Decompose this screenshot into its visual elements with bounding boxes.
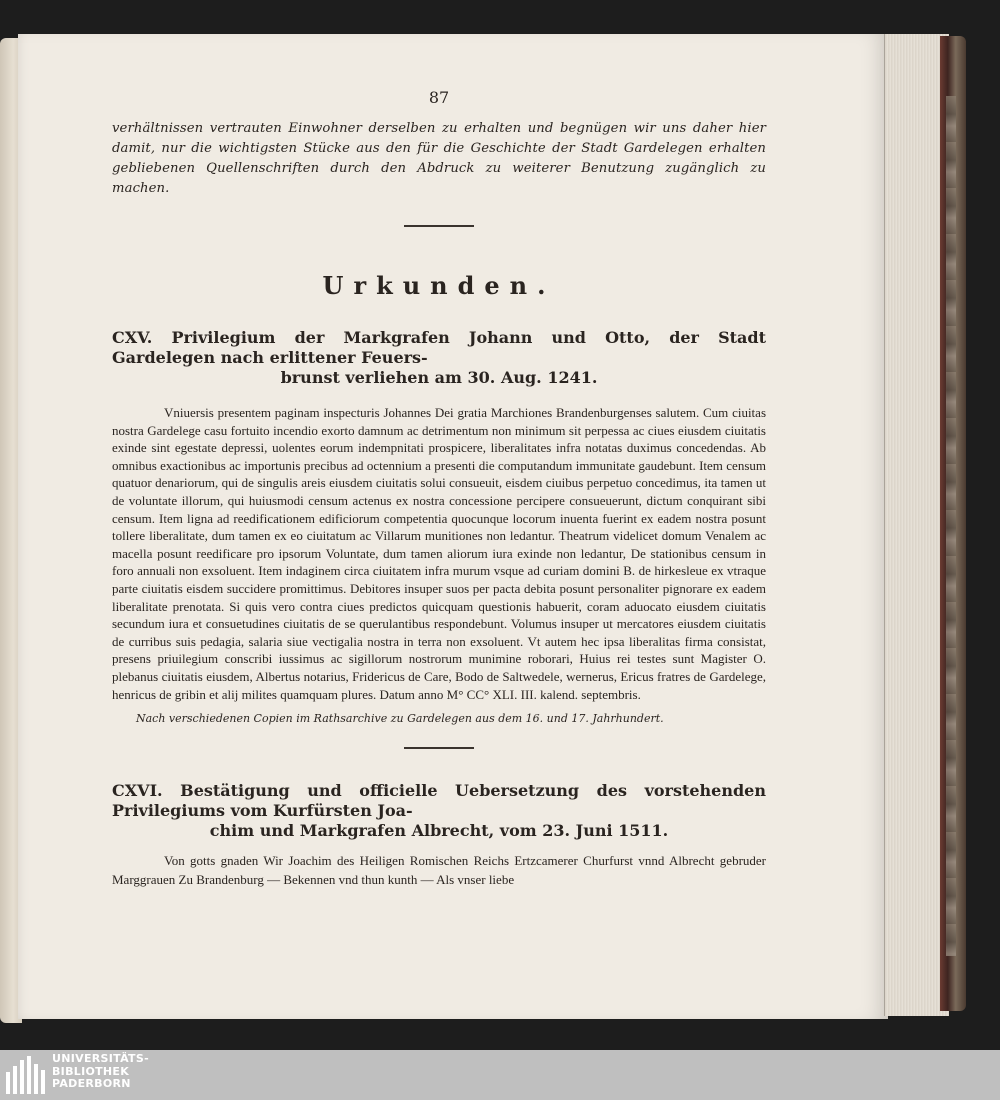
document-title-cxvi-line1: CXVI. Bestätigung und officielle Uebersetzung des vorstehenden Privilegiums vom Kurfürsten Joa- [112,781,766,821]
german-charter-text: Von gotts gnaden Wir Joachim des Heiligen Romischen Reichs Ertzcamerer Churfurst vnnd Albrecht gebruder Marggrauen Zu Brandenburg — Bekennen vnd thun kunth — Als vnser liebe [112,853,766,888]
document-title-cxv [112,328,766,388]
intro-paragraph: verhältnissen vertrauten Einwohner derselben zu erhalten und begnügen wir uns daher hier damit, nur die wichtigsten Stücke aus den für die Geschichte der Stadt Gardelegen erhalten gebliebenen Quellenschriften durch den Abdruck zu weiterer Benutzung zugänglich zu machen. [112,121,766,196]
footer-bar [0,1050,1000,1100]
document-title-cxvi [112,781,766,841]
source-note: Nach verschiedenen Copien im Rathsarchive zu Gardelegen aus dem 16. und 17. Jahrhundert. [136,712,664,726]
document-title-cxv-line2: brunst verliehen am 30. Aug. 1241. [280,368,598,387]
section-divider [404,225,474,227]
page-number: 87 [428,88,450,107]
logo-line-1: UNIVERSITÄTS- [52,1052,149,1065]
document-text-cxvi [112,851,766,889]
logo-line-2: BIBLIOTHEK [52,1064,130,1078]
library-logo-text [52,1053,149,1091]
library-logo-icon [6,1056,46,1094]
latin-charter-text: Vniuersis presentem paginam inspecturis Johannes Dei gratia Marchiones Brandenburgenses salutem. Cum ciuitas nostra Gardelege casu fortuito incendio exorto damnum ac detrimentum non minimum sit perpessa ac ciues eiusdem ciuitatis exinde sint egestate depressi, uolentes eorum indempnitati prospicere, liberalitates infra notatas duximus concedendas. Ab omnibus exactionibus ac importunis precibus ad octennium a presenti die computandum immunitate gaudebunt. Item censum quatuor denariorum, qui de singulis areis eiusdem ciuitatis solui consueuit, eisdem ciuibus perpetuo concedimus, ita tamen ut de voluntate illorum, qui huiusmodi censum actenus ex nostra concessione percipere consueuerunt, dictum conquirant sibi censum. Item ligna ad reedificationem edificiorum competentia quocunque locorum inuenta fuerint ex eadem nostra posunt tollere liberalitate, dum tamen ex eo ciuitatum ac Villarum munitiones non ledantur. Theatrum videlicet domum Venalem ac macella posunt reedificare pro ipsorum Voluntate, dum tamen aliorum iura exinde non ledantur, De stationibus censum in foro annuali non exsoluent. Item indaginem circa ciuitatem infra murum vsque ad curiam domini B. de hirkesleue ex vtraque parte ciuitatis eisdem succidere promittimus. Debitores insuper suos per pacta debita posunt personaliter pignorare ex eadem liberalitate prenotata. Si quis vero contra ciues predictos quicquam questionis habuerit, coram aduocato eiusdem ciuitatis secundum iura et consuetudines ciuitatis de se querulantibus respondebunt. Volumus insuper ut mercatores eiusdem ciuitatis de curribus suis pedagia, salaria siue vectigalia nostra in terra non exsoluent. Vt autem hec ipsa liberalitas firma consistat, presens priuilegium conscribi iussimus ac sigillorum nostrorum munimine roborari, Huius rei testes sunt Magister O. plebanus ciuitatis eiusdem, Albertus notarius, Fridericus de Care, Bodo de Saltwedele, wernerus, Ericus fratres de Gardelege, henricus de gribin et alij milites quamquam plures. Datum anno M° CC° XLI. III. kalend. septembris. [112,405,766,702]
document-title-cxv-line1: CXV. Privilegium der Markgrafen Johann und Otto, der Stadt Gardelegen nach erlittener Feuers- [112,328,766,367]
logo-line-3: PADERBORN [52,1077,131,1090]
section-heading: Urkunden. [322,271,556,300]
document-divider [404,747,474,749]
document-title-cxvi-line2: chim und Markgrafen Albrecht, vom 23. Juni 1511. [209,821,669,841]
document-text-cxv [112,404,766,703]
page-content [112,88,766,889]
book-cover-edge [940,36,966,1011]
